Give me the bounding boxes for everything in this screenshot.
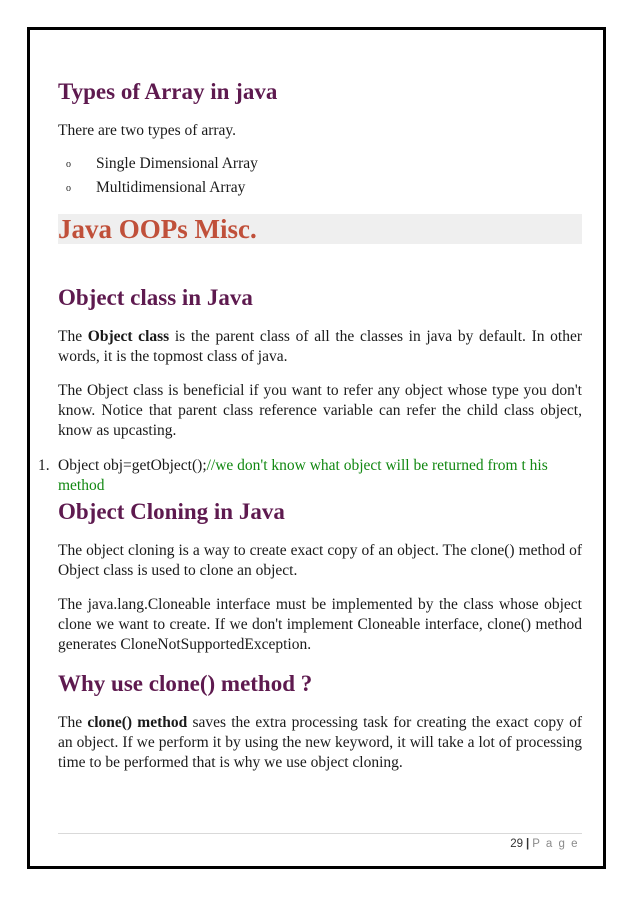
heading-object-class: Object class in Java [58,285,253,310]
list-item-label: Single Dimensional Array [96,155,258,172]
bold-term: Object class [87,328,170,345]
code-comment: //we don't know what object will be returned from t his method [58,457,548,494]
section-band [58,214,582,244]
footer-separator: | [526,838,530,850]
heading-why-clone: Why use clone() method ? [58,671,313,696]
object-class-paragraph-1 [58,327,582,367]
cloning-paragraph-1: The object cloning is a way to create exact copy of an object. The clone() method of Object class is used to clone an object. [58,542,582,579]
object-class-paragraph-2: The Object class is beneficial if you want to refer any object whose type you don't know. Notice that parent class reference variable can refer the child class object, know as upcasting. [58,382,582,439]
text-run: The [58,714,88,731]
array-type-list [66,152,586,200]
footer-divider [58,833,582,834]
page-footer [510,838,579,850]
heading-types-of-array: Types of Array in java [58,79,278,104]
code-line [58,456,580,496]
page-number: 29 [510,838,524,850]
circle-bullet-icon: o [66,159,71,170]
text-run: saves the extra processing task for creating the exact copy of an object. If we perform it by using the new keyword, it will take a lot of processing time to be performed that is why we use object cloning. [58,714,582,771]
list-item [66,152,586,176]
bold-term: clone() method [87,714,188,731]
band-title: Java OOPs Misc. [58,214,257,244]
list-item-label: Multidimensional Array [96,179,246,196]
types-intro: There are two types of array. [58,122,237,139]
code-text: Object obj=getObject(); [58,457,207,474]
page-label: P a g e [532,838,579,850]
text-run: is the parent class of all the classes in java by default. In other words, it is the topmost class of java. [58,328,582,365]
list-item [66,176,586,200]
heading-object-cloning: Object Cloning in Java [58,499,285,524]
why-clone-paragraph [58,713,582,773]
code-line-number: 1. [38,457,50,474]
circle-bullet-icon: o [66,183,71,194]
text-run: The [58,328,88,345]
cloning-paragraph-2: The java.lang.Cloneable interface must be implemented by the class whose object clone we want to create. If we don't implement Cloneable interface, clone() method generates CloneNotSupportedException. [58,596,582,653]
